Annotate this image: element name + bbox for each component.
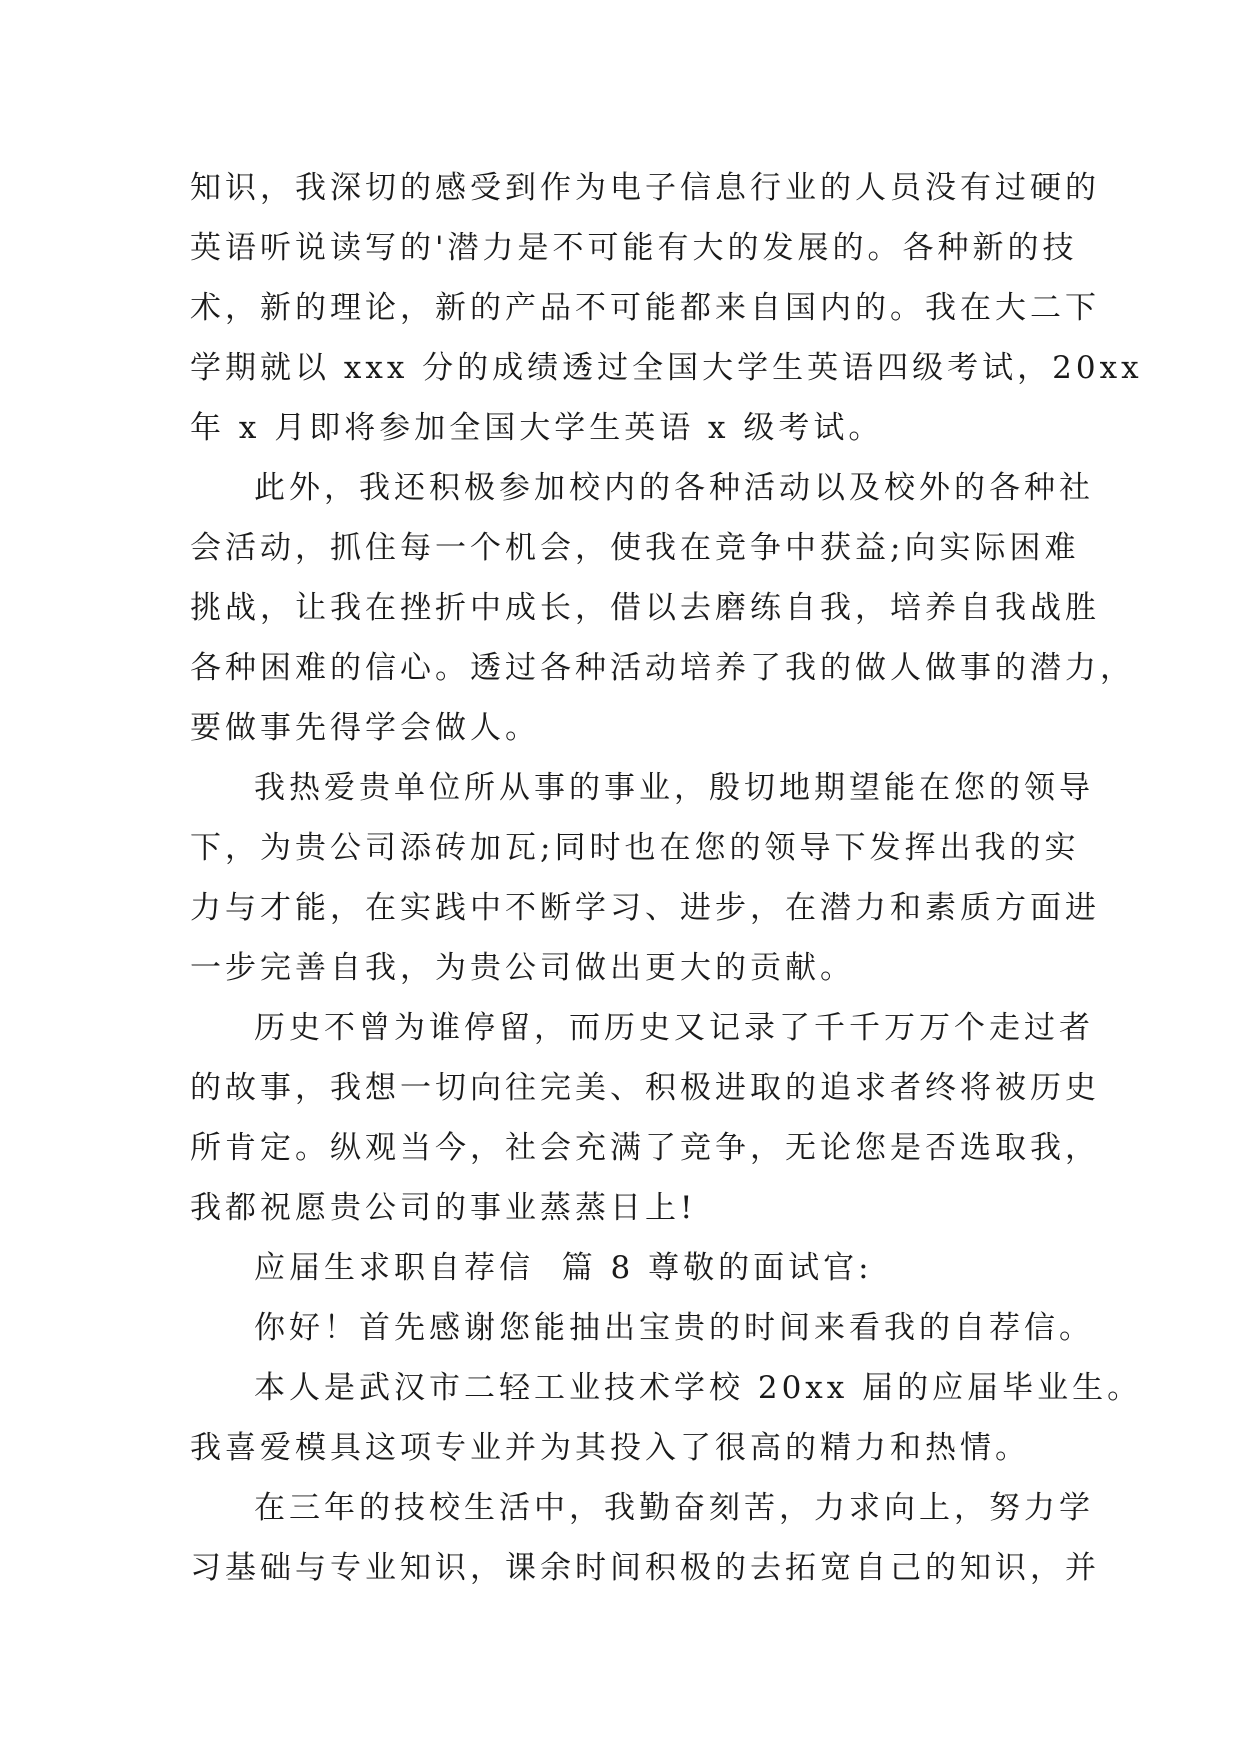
paragraph-greeting [190,1298,1094,1358]
text-line: 各种困难的信心。透过各种活动培养了我的做人做事的潜力， [190,650,1135,686]
text-line: 挑战，让我在挫折中成长，借以去磨练自我，培养自我战胜 [190,590,1100,626]
text-line: 在三年的技校生活中，我勤奋刻苦，力求向上，努力学 [254,1490,1094,1526]
text-line: 本人是武汉市二轻工业技术学校 20xx 届的应届毕业生。 [254,1370,1143,1406]
text-line: 下，为贵公司添砖加瓦;同时也在您的领导下发挥出我的实 [190,830,1080,866]
text-line: 要做事先得学会做人。 [190,710,540,746]
text-line: 我喜爱模具这项专业并为其投入了很高的精力和热情。 [190,1430,1030,1466]
text-line: 的故事，我想一切向往完美、积极进取的追求者终将被历史 [190,1070,1100,1106]
text-line: 学期就以 xxx 分的成绩透过全国大学生英语四级考试，20xx [190,350,1143,386]
text-line: 历史不曾为谁停留，而历史又记录了千千万万个走过者 [254,1010,1094,1046]
text-line: 力与才能，在实践中不断学习、进步，在潜力和素质方面进 [190,890,1100,926]
text-line: 会活动，抓住每一个机会，使我在竞争中获益;向实际困难 [190,530,1080,566]
text-line: 所肯定。纵观当今，社会充满了竞争，无论您是否选取我， [190,1130,1100,1166]
text-line: 我都祝愿贵公司的事业蒸蒸日上! [190,1190,697,1226]
text-line: 术，新的理论，新的产品不可能都来自国内的。我在大二下 [190,290,1100,326]
text-line: 知识，我深切的感受到作为电子信息行业的人员没有过硬的 [190,170,1100,206]
paragraph-activities [190,458,1135,758]
text-line: 此外，我还积极参加校内的各种活动以及校外的各种社 [254,470,1094,506]
document-body [190,158,1143,1598]
text-line: 我热爱贵单位所从事的事业，殷切地期望能在您的领导 [254,770,1094,806]
paragraph-history [190,998,1100,1238]
paragraph-school-life [190,1478,1100,1598]
text-line: 你好！首先感谢您能抽出宝贵的时间来看我的自荐信。 [254,1310,1094,1346]
text-line: 习基础与专业知识，课余时间积极的去拓宽自己的知识，并 [190,1550,1100,1586]
text-line: 应届生求职自荐信 篇 8 尊敬的面试官: [254,1250,873,1286]
paragraph-continued [190,158,1143,458]
section-heading [190,1238,1070,1298]
paragraph-career [190,758,1100,998]
text-line: 英语听说读写的'潜力是不可能有大的发展的。各种新的技 [190,230,1078,266]
text-line: 年 x 月即将参加全国大学生英语 x 级考试。 [190,410,884,446]
text-line: 一步完善自我，为贵公司做出更大的贡献。 [190,950,855,986]
paragraph-intro [190,1358,1143,1478]
